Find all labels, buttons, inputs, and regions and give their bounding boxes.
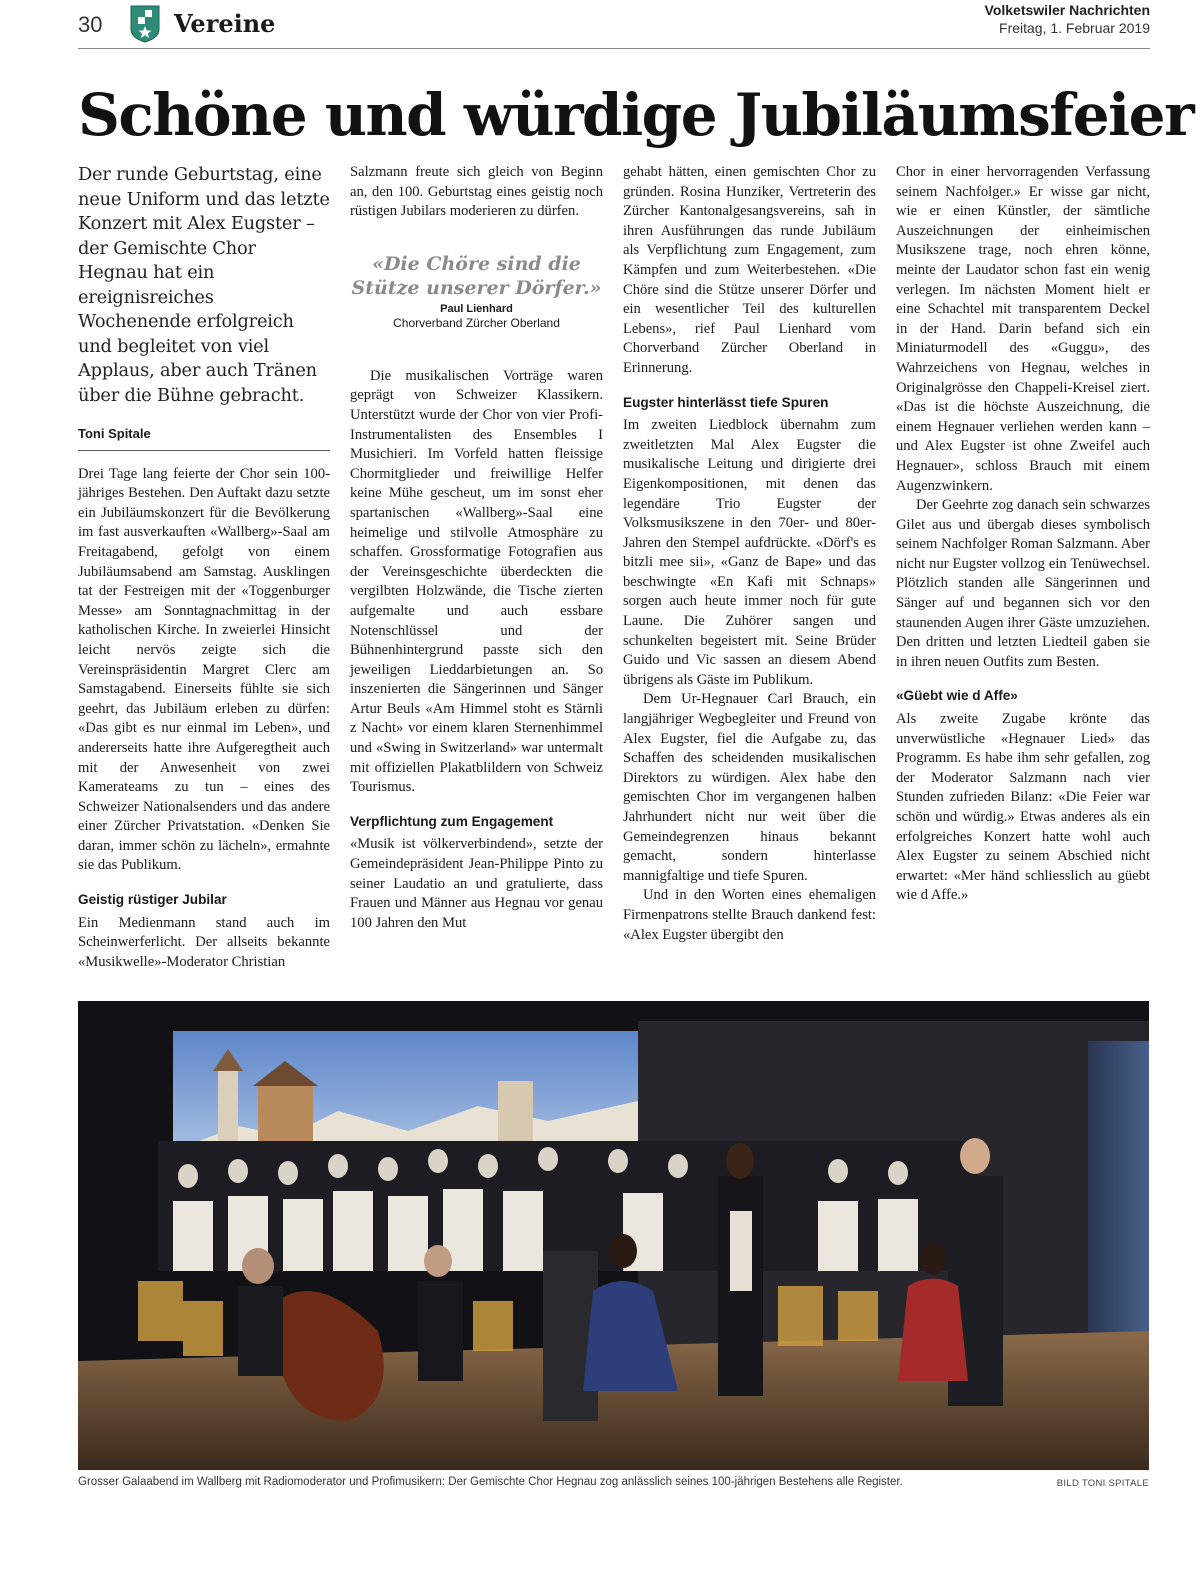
article-lead: Der runde Geburtstag, eine neue Uniform und das letzte Konzert mit Alex Eugster – der Gemischte Chor Hegnau hat ein ereignisreiches Wochenende erfolgreich und begleitet von viel Applaus, aber auch Tränen über die Bühne gebracht. bbox=[78, 164, 330, 406]
body-paragraph: Im zweiten Liedblock übernahm zum zweitletzten Mal Alex Eugster die musikalische Leitung und dirigierte drei Eigenkompositionen, mit denen das legendäre Trio Eugster der Volksmusikszene in den 70er- und 80er-Jahren den Stempel aufdrückte. «Dörf's es bitzli mee sii», «Ganz de Bape» und das beschwingte «En Kafi mit Schnaps» sorgen auch heute immer noch für gute Laune. Die Zuhörer sangen und schunkelten begeistert mit. Seine Brüder Guido und Vic sassen an diesem Abend übrigens als Gäste im Publikum. bbox=[623, 417, 876, 688]
section-title: Vereine bbox=[174, 9, 276, 38]
concert-photo bbox=[78, 1001, 1149, 1470]
column-3 bbox=[623, 163, 876, 945]
subheading: «Güebt wie d Affe» bbox=[896, 688, 1018, 704]
pull-quote-text: «Die Chöre sind die Stütze unserer Dörfer.» bbox=[351, 252, 602, 299]
body-paragraph: Ein Medienmann stand auch im Scheinwerferlicht. Der allseits bekannte «Musikwelle»-Moderator Christian bbox=[78, 914, 330, 970]
subheading: Verpflichtung zum Engagement bbox=[350, 813, 554, 829]
article-headline: Schöne und würdige Jubiläumsfeier bbox=[78, 81, 1194, 149]
body-paragraph: Als zweite Zugabe krönte das unverwüstliche «Hegnauer Lied» das Programm. Es habe ihm sehr gefallen, zog der Moderator Salzmann nach vier Stunden zufrieden Bilanz: «Die Feier war schön und würdig.» Etwas anderes als ein erfolgreiches Konzert hatte wohl auch Alex Eugster zu seinem Abschied nicht erwartet: «Mer händ schliesslich au güebt wie d Affe.» bbox=[896, 711, 1150, 904]
column-1 bbox=[78, 163, 330, 972]
page-header bbox=[78, 0, 1150, 49]
body-paragraph: Dem Ur-Hegnauer Carl Brauch, ein langjähriger Wegbegleiter und Freund von Alex Eugster, fiel die Aufgabe zu, das Schaffen des scheidenden musikalischen Direktors zu würdigen. Alex habe den gemischten Chor im vergangenen halben Jahrhundert nicht nur weit über die Gemeindegrenzen hinaus bekannt gemacht, sondern hinterlasse mannigfaltige und tiefe Spuren. bbox=[623, 691, 876, 884]
column-4 bbox=[896, 163, 1150, 906]
body-paragraph: gehabt hätten, einen gemischten Chor zu gründen. Rosina Hunziker, Vertreterin des Zürcher Kantonalgesangsvereins, sah in ihren Ausführungen das runde Jubiläum als Verpflichtung zum Engagement, zum Kämpfen und zum Weiterbestehen. «Die Chöre sind die Stütze unserer Dörfer und ein wesentlicher Teil des kulturellen Lebens», rief Paul Lienhard vom Chorverband Zürcher Oberland in Erinnerung. bbox=[623, 164, 876, 376]
body-paragraph: Der Geehrte zog danach sein schwarzes Gilet aus und übergab dieses symbolisch seinem Nachfolger Roman Salzmann. Aber nicht nur Eugster vollzog ein Tenüwechsel. Plötzlich standen alle Sängerinnen und Sänger auf und begannen sich vor den staunenden Augen ihrer Gäste umzuziehen. Den dritten und letzten Liedteil gaben sie in ihren neuen Outfits zum Besten. bbox=[896, 497, 1150, 670]
column-2 bbox=[350, 163, 603, 933]
body-paragraph: Und in den Worten eines ehemaligen Firmenpatrons stellte Brauch dankend fest: «Alex Eugster übergibt den bbox=[623, 887, 876, 943]
municipal-crest-icon bbox=[130, 5, 160, 43]
body-paragraph: Chor in einer hervorragenden Verfassung seinem Nachfolger.» Er wisse gar nicht, wie er einen Künstler, der sämtliche Auszeichnungen der einheimischen Musikszene trage, noch ehren könne, meinte der Laudator schon fast ein wenig verlegen. Im nächsten Moment hielt er eine Schachtel mit transparentem Deckel in der Hand. Darin befand sich ein Miniaturmodell des «Guggu», des Wahrzeichens von Hegnau, welches in Originalgrösse den Chappeli-Kreisel ziert. «Das ist die höchste Auszeichnung, die einem Hegnauer verliehen werden kann – und Alex Eugster ist ohne Zweifel auch Hegnauer», schloss Brauch mit einem Augenzwinkern. bbox=[896, 164, 1150, 494]
photo-credit: BILD TONI SPITALE bbox=[1056, 1478, 1149, 1489]
pull-quote-role: Chorverband Zürcher Oberland bbox=[393, 315, 560, 330]
author-byline: Toni Spitale bbox=[78, 424, 330, 451]
issue-date: Freitag, 1. Februar 2019 bbox=[999, 20, 1150, 36]
body-paragraph: Die musikalischen Vorträge waren geprägt von Schweizer Klassikern. Unterstützt wurde der Chor von vier Profi-Instrumentalisten des Ensembles I Musichieri. Im Vorfeld hatten fleissige Chormitglieder und freiwillige Helfer keine Mühe gescheut, um im sonst eher spartanischen «Wallberg»-Saal eine heimelige und stilvolle Atmosphäre zu schaffen. Grossformatige Fotografien aus der Vereinsgeschichte überdeckten die vergilbten Holzwände, die Tische zierten aufgemalte und auch essbare Notenschlüssel und der Bühnenhintergrund passte sich den jeweiligen Lieddarbietungen an. So inszenierten die Sängerinnen und Sänger Artur Beuls «Am Himmel stoht es Stärnli z Nacht» vor einem klaren Sternenhimmel und «Swing in Switzerland» war untermalt mit offiziellen Plakatblildern von Schweiz Tourismus. bbox=[350, 367, 603, 796]
subheading: Eugster hinterlässt tiefe Spuren bbox=[623, 394, 829, 410]
pull-quote bbox=[350, 252, 603, 331]
body-paragraph: Salzmann freute sich gleich von Beginn an, den 100. Geburtstag eines geistig noch rüstigen Jubilars moderieren zu dürfen. bbox=[350, 164, 603, 220]
body-paragraph: «Musik ist völkerverbindend», setzte der Gemeindepräsident Jean-Philippe Pinto zu seiner Laudatio an und gratulierte, dass Frauen und Männer aus Hegnau vor genau 100 Jahren den Mut bbox=[350, 836, 603, 931]
choir-stage-illustration bbox=[78, 1001, 1149, 1470]
photo-caption: Grosser Galaabend im Wallberg mit Radiomoderator und Profimusikern: Der Gemischte Chor Hegnau zog anlässlich seines 100-jährigen Bestehens alle Register. bbox=[78, 1476, 903, 1488]
publication-name: Volketswiler Nachrichten bbox=[984, 2, 1150, 18]
subheading: Geistig rüstiger Jubilar bbox=[78, 892, 227, 908]
pull-quote-author: Paul Lienhard bbox=[440, 302, 513, 315]
body-paragraph: Drei Tage lang feierte der Chor sein 100-jähriges Bestehen. Den Auftakt dazu setzte ein Jubiläumskonzert für die Bevölkerung im fast ausverkauften «Wallberg»-Saal am Freitagabend, gefolgt von einem Jubiläumsabend am Samstag. Ausklingen tat der Festreigen mit der «Toggenburger Messe» am Sonntagnachmittag in der katholischen Kirche. In zweierlei Hinsicht leicht nervös zeigte sich die Vereinspräsidentin Margret Clerc am Samstagabend. Einerseits fühlte sie sich geehrt, das Jubiläum erleben zu dürfen: «Das gibt es nur einmal im Leben», und andererseits hatte ihre Aufgeregtheit auch mit der Anwesenheit von zwei Kamerateams zu tun – eines des Schweizer Nationalsenders und das andere einer Zürcher Privatstation. «Denken Sie daran, immer schön zu lächeln», ermahnte sie das Publikum. bbox=[78, 465, 330, 874]
page-number: 30 bbox=[78, 12, 103, 37]
